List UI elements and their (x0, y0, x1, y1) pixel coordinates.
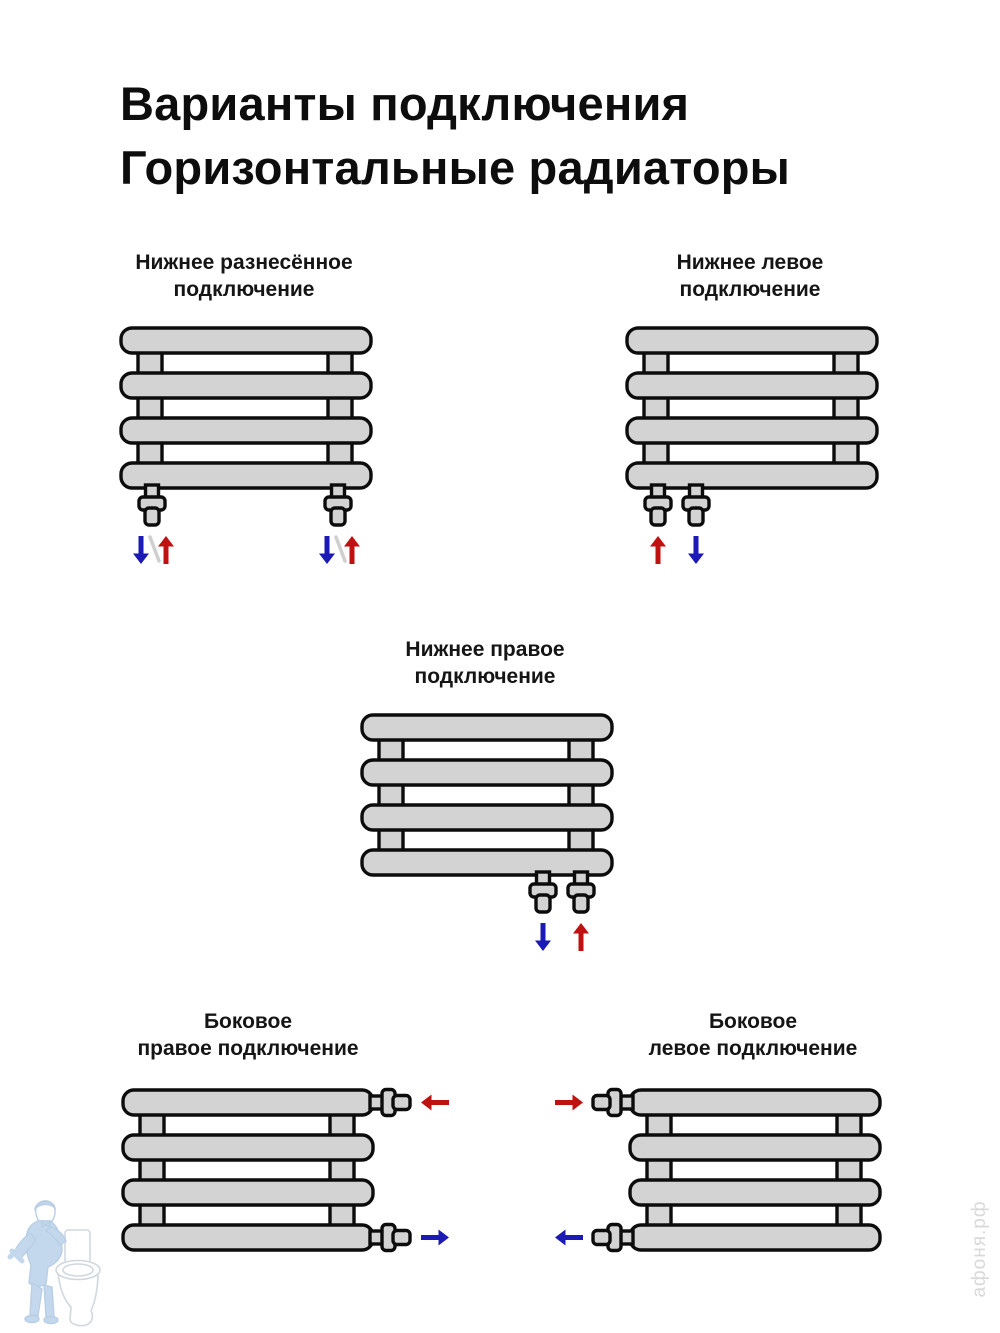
radiator-body (123, 1090, 373, 1250)
connection-valve (683, 485, 709, 525)
side-left-radiator-figure (538, 1085, 883, 1260)
return-arrow-icon (319, 536, 335, 564)
diagram-side-left (528, 1008, 908, 1268)
flow-separator-slash (150, 537, 159, 561)
connection-valve (370, 1225, 410, 1251)
return-arrow-icon (555, 1230, 583, 1246)
return-arrow-icon (535, 923, 551, 951)
flow-separator-slash (336, 537, 345, 561)
radiator-body (362, 715, 612, 875)
radiator-body (627, 328, 877, 488)
connection-valve (568, 872, 594, 912)
bottom-left-radiator-figure (622, 323, 882, 568)
connection-valve (139, 485, 165, 525)
page-title-line2: Горизонтальные радиаторы (120, 141, 791, 194)
diagram-bottom-left (597, 249, 927, 579)
connection-valve (593, 1225, 633, 1251)
radiator-body (121, 328, 371, 488)
side-right-radiator-figure (119, 1085, 464, 1260)
supply-arrow-icon (421, 1095, 449, 1111)
page-title-line1: Варианты подключения (120, 77, 690, 130)
return-arrow-icon (133, 536, 149, 564)
diagram-label: Боковое правое подключение (137, 1010, 359, 1060)
diagram-label: Боковое левое подключение (648, 1010, 858, 1060)
diagram-label: Нижнее правое подключение (405, 638, 565, 688)
connection-valve (370, 1090, 410, 1116)
connection-valve (593, 1090, 633, 1116)
radiator-body (630, 1090, 880, 1250)
page-title (120, 72, 790, 200)
site-watermark-text: афоня.рф (969, 1200, 990, 1298)
return-arrow-icon (688, 536, 704, 564)
diagram-side-right (97, 1008, 477, 1268)
bottom-spread-radiator-figure (116, 323, 376, 568)
bottom-right-radiator-figure (357, 710, 617, 955)
supply-arrow-icon (573, 923, 589, 951)
supply-arrow-icon (650, 536, 666, 564)
diagram-label: Нижнее левое подключение (676, 251, 824, 301)
diagram-bottom-spread (93, 249, 423, 579)
connection-valve (530, 872, 556, 912)
return-arrow-icon (421, 1230, 449, 1246)
diagram-bottom-right (337, 636, 667, 966)
diagram-label: Нижнее разнесённое подключение (135, 251, 353, 301)
plumber-watermark-illustration (6, 1193, 121, 1333)
supply-arrow-icon (555, 1095, 583, 1111)
connection-valve (645, 485, 671, 525)
connection-valve (325, 485, 351, 525)
